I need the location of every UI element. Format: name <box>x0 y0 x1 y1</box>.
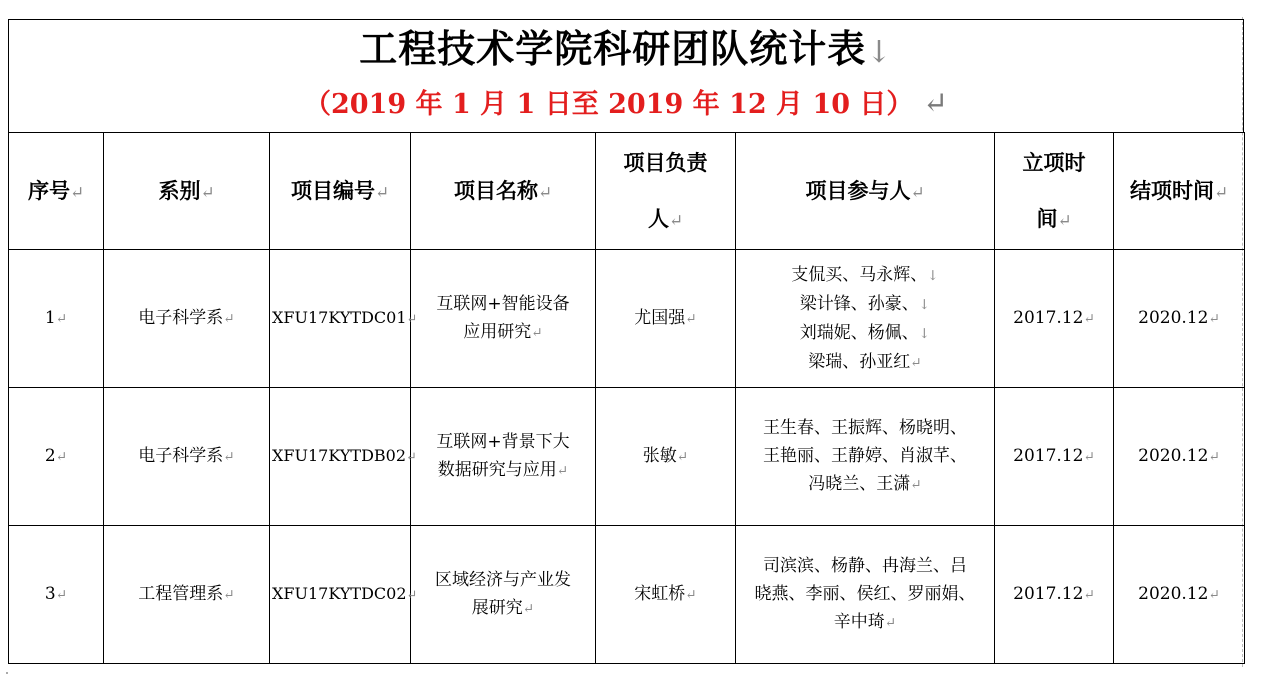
cell-text: 立项时 <box>1022 149 1086 175</box>
header-end <box>1114 133 1245 250</box>
format-mark: ↵ <box>668 209 684 230</box>
table-row <box>9 250 1245 388</box>
cell-text: 数据研究与应用 <box>437 460 557 480</box>
cell-text: 人 <box>647 205 669 231</box>
cell-name <box>411 526 596 664</box>
date-range-subtitle <box>9 85 1243 124</box>
table-row <box>9 526 1245 664</box>
cell-end <box>1114 526 1245 664</box>
cell-text: 电子科学系 <box>138 308 224 328</box>
format-mark: ↵ <box>1083 587 1095 603</box>
cell-text: 项目名称 <box>453 177 538 203</box>
cell-text: 梁计锋、孙豪、 <box>799 293 919 314</box>
cell-name <box>411 388 596 526</box>
format-mark: ↓ <box>927 267 939 284</box>
format-mark: ↵ <box>910 354 922 371</box>
cell-text: 互联网+智能设备 <box>436 294 570 314</box>
format-mark: ↵ <box>374 181 390 202</box>
cell-text: 间 <box>1036 205 1058 231</box>
cell-text: 2017.12 <box>1013 584 1084 604</box>
cell-text: XFU17KYTDC02 <box>272 583 407 603</box>
cell-text: 张敏 <box>642 446 677 466</box>
format-mark: ↵ <box>55 449 68 465</box>
cell-dept <box>104 526 270 664</box>
format-mark: ↵ <box>1057 209 1072 230</box>
cell-code <box>270 526 418 664</box>
format-mark: ↵ <box>522 601 535 617</box>
header-members <box>736 133 995 250</box>
cell-text: 2017.12 <box>1013 308 1084 328</box>
cell-end <box>1114 388 1245 526</box>
table-title <box>9 24 1243 78</box>
cell-text: 3 <box>44 584 56 604</box>
format-mark: ↵ <box>223 587 235 603</box>
research-team-table <box>8 132 1245 664</box>
cell-text: 序号 <box>27 177 70 203</box>
format-mark: ↵ <box>531 325 543 341</box>
cell-text: 尤国强 <box>634 308 686 328</box>
format-mark: ↵ <box>223 311 235 327</box>
format-mark: ↵ <box>1208 587 1220 603</box>
format-mark: ↵ <box>1213 181 1229 202</box>
format-mark: ↵ <box>55 311 68 327</box>
cell-text: 辛中琦 <box>833 612 885 632</box>
header-row <box>9 133 1245 250</box>
format-mark: ↵ <box>223 449 235 465</box>
cell-text: 项目负责 <box>623 149 708 175</box>
format-mark: ↵ <box>406 587 418 603</box>
format-mark: ↵ <box>910 477 922 493</box>
cell-text: 2017.12 <box>1013 446 1084 466</box>
subtitle-text: （2019 年 1 月 1 日至 2019 年 12 月 10 日） <box>304 89 914 120</box>
cell-leader <box>596 388 736 526</box>
cell-start <box>995 250 1114 388</box>
format-mark: ↵ <box>1208 449 1220 465</box>
format-mark: ↵ <box>69 181 85 202</box>
format-mark: ↵ <box>55 587 68 603</box>
cell-seq <box>9 388 104 526</box>
title-area <box>8 19 1244 132</box>
cell-text: 系别 <box>158 177 201 203</box>
format-mark: ↵ <box>200 181 215 202</box>
cell-dept <box>104 388 270 526</box>
paragraph-mark: ↵ <box>922 86 948 121</box>
cell-text: 2020.12 <box>1138 446 1209 466</box>
cell-text: 区域经济与产业发 <box>435 570 571 590</box>
cell-text: 电子科学系 <box>138 446 224 466</box>
title-text: 工程技术学院科研团队统计表 <box>359 26 867 71</box>
format-mark: ↵ <box>406 311 418 327</box>
cell-text: 刘瑞妮、杨佩、 <box>799 322 919 343</box>
format-mark: ↵ <box>1083 311 1095 327</box>
header-leader <box>596 133 736 250</box>
header-dept <box>104 133 270 250</box>
cell-text: 项目参与人 <box>805 177 911 203</box>
cell-members <box>736 388 995 526</box>
cell-text: 2 <box>44 446 56 466</box>
cell-text: 应用研究 <box>463 322 532 342</box>
cell-text: 2020.12 <box>1138 584 1209 604</box>
cell-seq <box>9 250 104 388</box>
cell-leader <box>596 526 736 664</box>
format-mark: ↵ <box>556 463 569 479</box>
cell-text: 展研究 <box>471 598 523 618</box>
format-mark: ↵ <box>537 181 553 202</box>
cell-leader <box>596 250 736 388</box>
cell-text: XFU17KYTDC01 <box>272 307 407 327</box>
page-corner-dot <box>6 672 8 674</box>
format-mark: ↵ <box>685 587 697 603</box>
statistics-document <box>8 19 1244 664</box>
cell-text: XFU17KYTDB02 <box>272 445 407 465</box>
format-mark: ↓ <box>918 325 931 342</box>
cell-text: 冯晓兰、王潇 <box>808 474 911 494</box>
cell-dept <box>104 250 270 388</box>
format-mark: ↓ <box>918 296 931 313</box>
format-mark: ↵ <box>685 311 697 327</box>
header-name <box>411 133 596 250</box>
cell-text: 晓燕、李丽、侯红、罗丽娟、 <box>754 584 976 604</box>
cell-start <box>995 526 1114 664</box>
cell-text: 结项时间 <box>1129 177 1214 203</box>
format-mark: ↵ <box>1208 311 1220 327</box>
cell-text: 1 <box>44 308 56 328</box>
cell-seq <box>9 526 104 664</box>
cell-code <box>270 250 418 388</box>
cell-end <box>1114 250 1245 388</box>
cell-text: 王生春、王振辉、杨晓明、 <box>763 418 967 438</box>
cell-text: 宋虹桥 <box>634 584 686 604</box>
cell-code <box>270 388 417 526</box>
format-mark: ↵ <box>406 449 417 465</box>
cell-text: 支侃买、马永辉、 <box>791 264 928 285</box>
cell-text: 梁瑞、孙亚红 <box>808 351 911 372</box>
cell-text: 工程管理系 <box>138 584 224 604</box>
cell-text: 互联网+背景下大 <box>436 432 570 452</box>
header-start <box>995 133 1114 250</box>
cell-text: 王艳丽、王静婷、肖淑芊、 <box>763 446 967 466</box>
header-code <box>270 133 411 250</box>
cell-start <box>995 388 1114 526</box>
cell-members <box>736 526 995 664</box>
header-seq <box>9 133 104 250</box>
cell-text: 司滨滨、杨静、冉海兰、吕 <box>763 556 967 576</box>
format-mark: ↵ <box>676 449 689 465</box>
cell-text: 2020.12 <box>1138 308 1209 328</box>
line-break-mark: ↓ <box>866 35 893 70</box>
format-mark: ↵ <box>884 615 897 631</box>
cell-text: 项目编号 <box>290 177 375 203</box>
format-mark: ↵ <box>910 181 925 202</box>
table-row <box>9 388 1245 526</box>
format-mark: ↵ <box>1083 449 1095 465</box>
cell-name <box>411 250 596 388</box>
cell-members <box>736 250 995 388</box>
